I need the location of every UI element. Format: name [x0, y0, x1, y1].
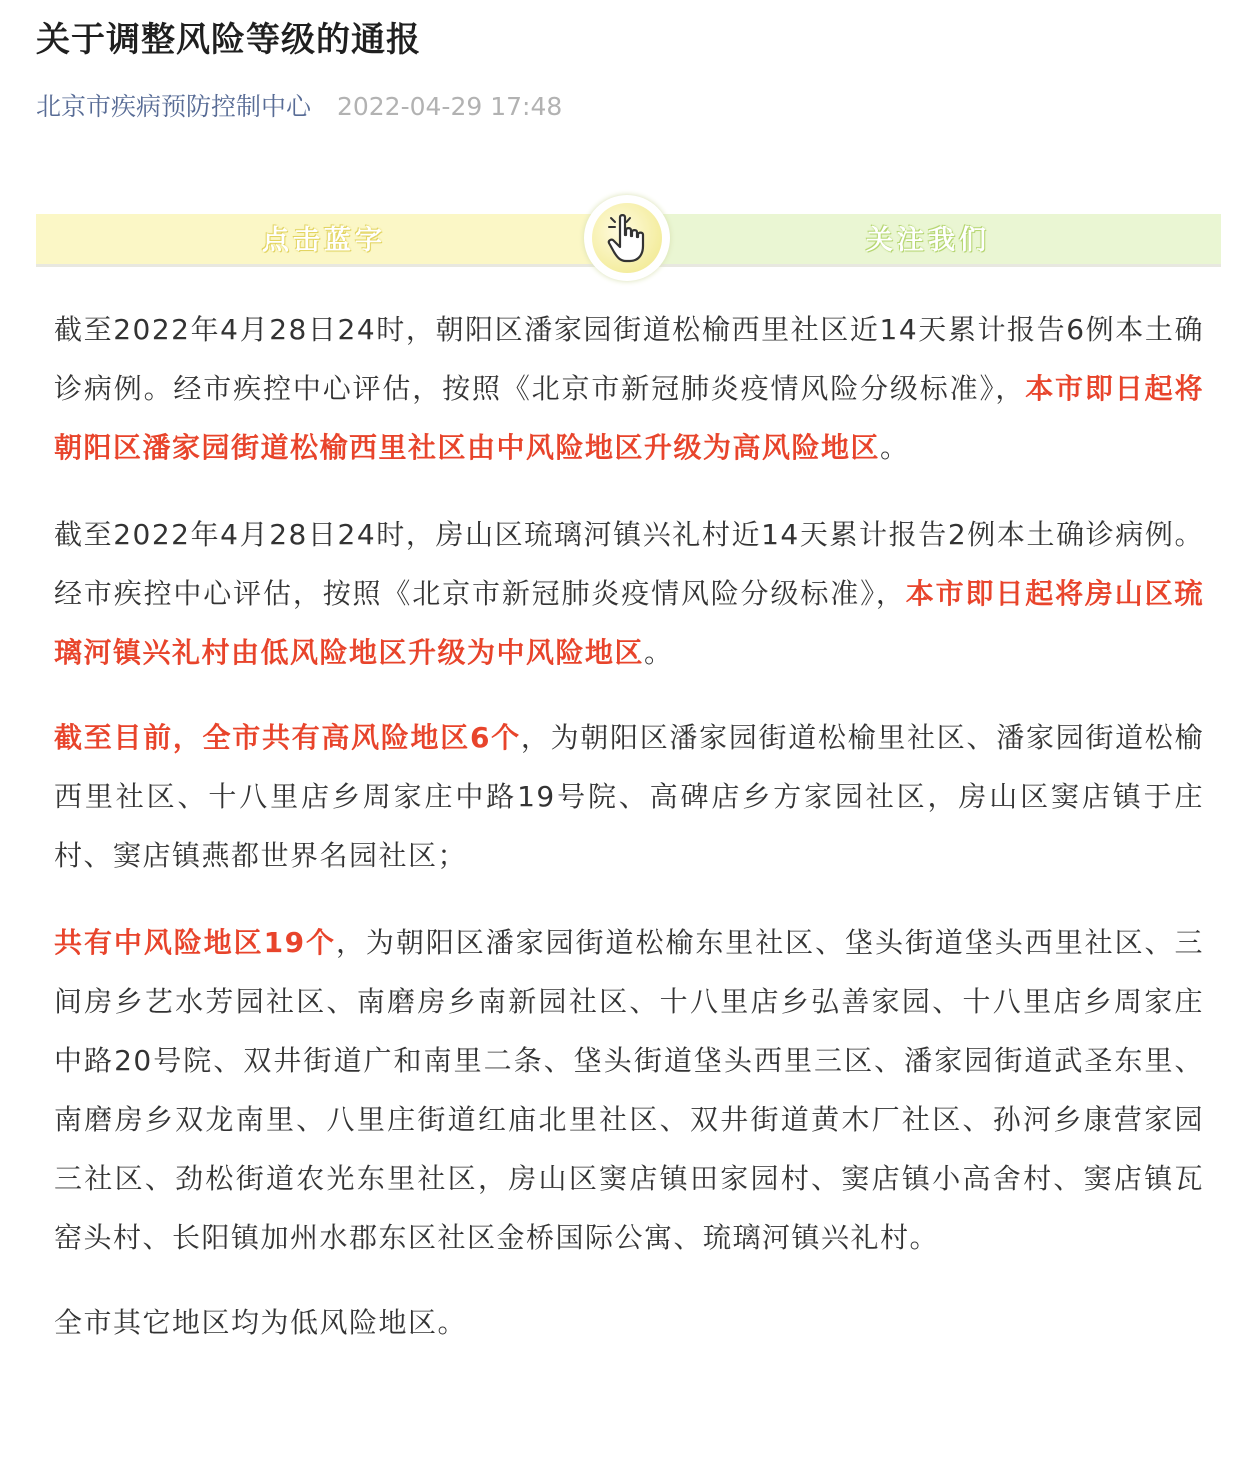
paragraph-1-text: 截至2022年4月28日24时，朝阳区潘家园街道松榆西里社区近14天累计报告6例本土确诊病例。经市疾控中心评估，按照《北京市新冠肺炎疫情风险分级标准》，	[54, 313, 1204, 405]
article-meta	[36, 88, 562, 126]
publish-date: 2022-04-29 17:48	[336, 92, 563, 121]
paragraph-2-end: 。	[644, 636, 674, 669]
banner-click-text[interactable]: 点击蓝字	[262, 225, 386, 256]
article-content	[54, 300, 1204, 1352]
follow-banner[interactable]	[36, 214, 1221, 267]
paragraph-3	[54, 708, 1204, 885]
paragraph-4-text: ，为朝阳区潘家园街道松榆东里社区、垡头街道垡头西里社区、三间房乡艺水芳园社区、南磨房乡南新园社区、十八里店乡弘善家园、十八里店乡周家庄中路20号院、双井街道广和南里二条、垡头街道垡头西里三区、潘家园街道武圣东里、南磨房乡双龙南里、八里庄街道红庙北里社区、双井街道黄木厂社区、孙河乡康营家园三社区、劲松街道农光东里社区，房山区窦店镇田家园村、窦店镇小高舍村、窦店镇瓦窑头村、长阳镇加州水郡东区社区金桥国际公寓、琉璃河镇兴礼村。	[54, 926, 1204, 1254]
paragraph-3-emphasis: 截至目前，全市共有高风险地区6个	[54, 721, 521, 754]
paragraph-4-emphasis: 共有中风险地区19个	[54, 926, 336, 959]
paragraph-4	[54, 913, 1204, 1267]
article-title: 关于调整风险等级的通报	[36, 20, 421, 60]
paragraph-1-end: 。	[880, 431, 910, 464]
account-name-link[interactable]: 北京市疾病预防控制中心	[36, 92, 312, 121]
paragraph-2	[54, 505, 1204, 682]
paragraph-2-emphasis: 本市即日起将房山区琉璃河镇兴礼村由低风险地区升级为中风险地区	[54, 577, 1204, 669]
hand-button[interactable]	[584, 195, 670, 281]
banner-follow-text[interactable]: 关注我们	[866, 225, 990, 256]
paragraph-5-text: 全市其它地区均为低风险地区。	[54, 1306, 468, 1339]
paragraph-5	[54, 1293, 1204, 1352]
paragraph-2-text: 截至2022年4月28日24时，房山区琉璃河镇兴礼村近14天累计报告2例本土确诊病例。经市疾控中心评估，按照《北京市新冠肺炎疫情风险分级标准》，	[54, 518, 1204, 610]
paragraph-1-emphasis: 本市即日起将朝阳区潘家园街道松榆西里社区由中风险地区升级为高风险地区	[54, 372, 1204, 464]
paragraph-3-text: ，为朝阳区潘家园街道松榆里社区、潘家园街道松榆西里社区、十八里店乡周家庄中路19号院、高碑店乡方家园社区，房山区窦店镇于庄村、窦店镇燕都世界名园社区；	[54, 721, 1204, 872]
pointing-hand-icon	[606, 213, 650, 265]
paragraph-1	[54, 300, 1204, 477]
